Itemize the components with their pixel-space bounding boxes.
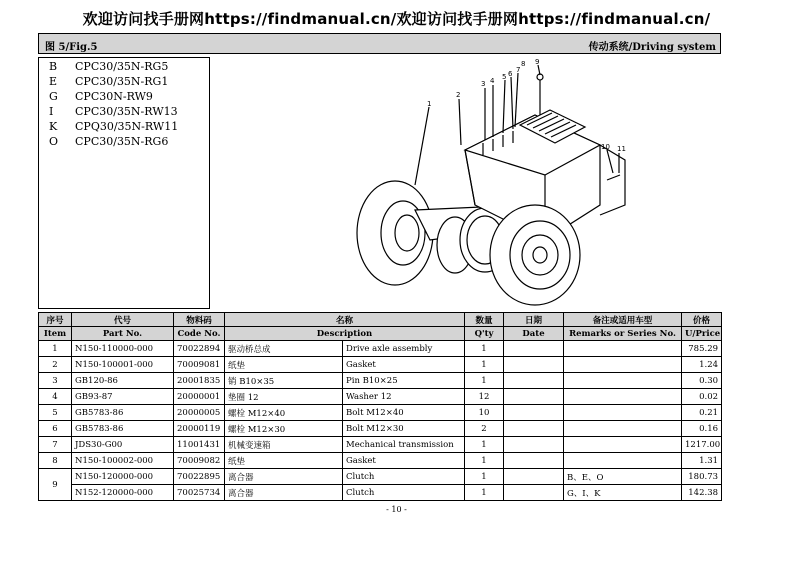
cell-qty: 1 bbox=[465, 373, 504, 389]
cell-code: 70009082 bbox=[174, 453, 225, 469]
callout-2: 2 bbox=[456, 91, 461, 99]
cell-date bbox=[504, 453, 564, 469]
model-code: G bbox=[49, 90, 58, 103]
callout-8: 8 bbox=[521, 60, 526, 68]
table-row bbox=[39, 357, 722, 373]
cell-remarks bbox=[564, 373, 682, 389]
cell-qty: 1 bbox=[465, 469, 504, 485]
cell-remarks bbox=[564, 405, 682, 421]
cell-price: 180.73 bbox=[682, 469, 722, 485]
cell-desc-cn: 离合器 bbox=[225, 485, 343, 501]
model-row bbox=[49, 105, 178, 118]
cell-desc-en: Gasket bbox=[343, 453, 465, 469]
callout-7: 7 bbox=[516, 66, 521, 74]
parts-table bbox=[38, 312, 722, 501]
model-name: CPC30/35N-RG6 bbox=[75, 135, 169, 148]
cell-remarks bbox=[564, 437, 682, 453]
cell-price: 1.24 bbox=[682, 357, 722, 373]
model-name: CPC30/35N-RG1 bbox=[75, 75, 169, 88]
cell-remarks bbox=[564, 421, 682, 437]
cell-qty: 1 bbox=[465, 453, 504, 469]
watermark-text: 欢迎访问找手册网https://findmanual.cn/欢迎访问找手册网https://findmanual.cn/ bbox=[82, 10, 711, 28]
cell-part: N152-120000-000 bbox=[72, 485, 174, 501]
callout-11: 11 bbox=[617, 145, 626, 153]
cell-item: 3 bbox=[39, 373, 72, 389]
table-row bbox=[39, 485, 722, 501]
cell-code: 70022894 bbox=[174, 341, 225, 357]
cell-date bbox=[504, 421, 564, 437]
table-row bbox=[39, 405, 722, 421]
cell-part: GB5783-86 bbox=[72, 405, 174, 421]
figure-label: 图 5/Fig.5 bbox=[45, 42, 98, 53]
cell-date bbox=[504, 341, 564, 357]
callout-6: 6 bbox=[508, 70, 513, 78]
model-row bbox=[49, 60, 168, 73]
cell-item: 8 bbox=[39, 453, 72, 469]
section-header bbox=[38, 33, 721, 54]
cell-code: 20001835 bbox=[174, 373, 225, 389]
col-desc-en: Description bbox=[225, 327, 465, 341]
callout-5: 5 bbox=[502, 73, 507, 81]
cell-desc-en: Pin B10×25 bbox=[343, 373, 465, 389]
cell-item: 9 bbox=[39, 469, 72, 501]
cell-desc-cn: 螺栓 M12×40 bbox=[225, 405, 343, 421]
cell-qty: 1 bbox=[465, 357, 504, 373]
cell-desc-cn: 机械变速箱 bbox=[225, 437, 343, 453]
cell-date bbox=[504, 405, 564, 421]
table-row bbox=[39, 437, 722, 453]
model-name: CPC30N-RW9 bbox=[75, 90, 153, 103]
cell-remarks bbox=[564, 389, 682, 405]
col-desc-cn: 名称 bbox=[225, 313, 465, 327]
cell-part: N150-100002-000 bbox=[72, 453, 174, 469]
cell-date bbox=[504, 437, 564, 453]
cell-remarks: B、E、O bbox=[564, 469, 682, 485]
cell-code: 70009081 bbox=[174, 357, 225, 373]
col-code-cn: 物料码 bbox=[174, 313, 225, 327]
cell-code: 11001431 bbox=[174, 437, 225, 453]
callout-3: 3 bbox=[481, 80, 486, 88]
page-number: - 10 - bbox=[386, 505, 407, 514]
cell-desc-en: Drive axle assembly bbox=[343, 341, 465, 357]
cell-desc-cn: 垫圈 12 bbox=[225, 389, 343, 405]
col-qty-en: Q'ty bbox=[465, 327, 504, 341]
table-row bbox=[39, 469, 722, 485]
cell-desc-cn: 驱动桥总成 bbox=[225, 341, 343, 357]
table-row bbox=[39, 421, 722, 437]
table-header-row bbox=[39, 327, 722, 341]
cell-desc-cn: 螺栓 M12×30 bbox=[225, 421, 343, 437]
cell-desc-en: Gasket bbox=[343, 357, 465, 373]
model-name: CPC30/35N-RW13 bbox=[75, 105, 178, 118]
cell-desc-en: Washer 12 bbox=[343, 389, 465, 405]
cell-code: 70025734 bbox=[174, 485, 225, 501]
model-code: B bbox=[49, 60, 58, 73]
model-code: K bbox=[49, 120, 58, 133]
model-list bbox=[38, 57, 210, 309]
model-code: O bbox=[49, 135, 59, 148]
cell-qty: 12 bbox=[465, 389, 504, 405]
cell-item: 5 bbox=[39, 405, 72, 421]
cell-date bbox=[504, 389, 564, 405]
cell-price: 0.30 bbox=[682, 373, 722, 389]
cell-desc-cn: 离合器 bbox=[225, 469, 343, 485]
model-row bbox=[49, 120, 178, 133]
model-row bbox=[49, 135, 168, 148]
cell-qty: 2 bbox=[465, 421, 504, 437]
cell-code: 70022895 bbox=[174, 469, 225, 485]
col-remarks-en: Remarks or Series No. bbox=[564, 327, 682, 341]
cell-desc-en: Bolt M12×40 bbox=[343, 405, 465, 421]
col-remarks-cn: 备注或适用车型 bbox=[564, 313, 682, 327]
cell-price: 1.31 bbox=[682, 453, 722, 469]
cell-desc-cn: 销 B10×35 bbox=[225, 373, 343, 389]
cell-desc-en: Mechanical transmission bbox=[343, 437, 465, 453]
cell-code: 20000005 bbox=[174, 405, 225, 421]
system-label: 传动系统/Driving system bbox=[588, 42, 716, 53]
cell-item: 1 bbox=[39, 341, 72, 357]
table-row bbox=[39, 453, 722, 469]
cell-date bbox=[504, 485, 564, 501]
cell-qty: 1 bbox=[465, 437, 504, 453]
cell-code: 20000119 bbox=[174, 421, 225, 437]
model-row bbox=[49, 90, 153, 103]
model-name: CPC30/35N-RG5 bbox=[75, 60, 169, 73]
col-item-cn: 序号 bbox=[39, 313, 72, 327]
cell-part: GB120-86 bbox=[72, 373, 174, 389]
col-date-en: Date bbox=[504, 327, 564, 341]
table-row bbox=[39, 389, 722, 405]
callout-9: 9 bbox=[535, 58, 540, 66]
col-price-cn: 价格 bbox=[682, 313, 722, 327]
cell-part: GB93-87 bbox=[72, 389, 174, 405]
callout-1: 1 bbox=[427, 100, 432, 108]
col-part-en: Part No. bbox=[72, 327, 174, 341]
drive-axle-diagram bbox=[335, 55, 635, 310]
cell-item: 2 bbox=[39, 357, 72, 373]
cell-price: 785.29 bbox=[682, 341, 722, 357]
col-date-cn: 日期 bbox=[504, 313, 564, 327]
callout-4: 4 bbox=[490, 77, 495, 85]
model-code: E bbox=[49, 75, 58, 88]
cell-qty: 10 bbox=[465, 405, 504, 421]
cell-price: 0.16 bbox=[682, 421, 722, 437]
cell-remarks bbox=[564, 453, 682, 469]
cell-desc-en: Bolt M12×30 bbox=[343, 421, 465, 437]
callout-10: 10 bbox=[601, 143, 610, 151]
cell-qty: 1 bbox=[465, 341, 504, 357]
cell-desc-en: Clutch bbox=[343, 485, 465, 501]
model-code: I bbox=[49, 105, 54, 118]
col-qty-cn: 数量 bbox=[465, 313, 504, 327]
cell-qty: 1 bbox=[465, 485, 504, 501]
cell-part: GB5783-86 bbox=[72, 421, 174, 437]
cell-desc-en: Clutch bbox=[343, 469, 465, 485]
cell-part: N150-100001-000 bbox=[72, 357, 174, 373]
cell-date bbox=[504, 357, 564, 373]
model-row bbox=[49, 75, 168, 88]
cell-code: 20000001 bbox=[174, 389, 225, 405]
cell-price: 1217.00 bbox=[682, 437, 722, 453]
col-part-cn: 代号 bbox=[72, 313, 174, 327]
cell-desc-cn: 纸垫 bbox=[225, 357, 343, 373]
table-row bbox=[39, 341, 722, 357]
col-price-en: U/Price bbox=[682, 327, 722, 341]
model-name: CPQ30/35N-RW11 bbox=[75, 120, 179, 133]
cell-price: 142.38 bbox=[682, 485, 722, 501]
col-code-en: Code No. bbox=[174, 327, 225, 341]
cell-item: 7 bbox=[39, 437, 72, 453]
cell-item: 4 bbox=[39, 389, 72, 405]
cell-part: N150-120000-000 bbox=[72, 469, 174, 485]
cell-date bbox=[504, 373, 564, 389]
cell-remarks: G、I、K bbox=[564, 485, 682, 501]
cell-desc-cn: 纸垫 bbox=[225, 453, 343, 469]
cell-remarks bbox=[564, 357, 682, 373]
cell-item: 6 bbox=[39, 421, 72, 437]
table-header-row bbox=[39, 313, 722, 327]
cell-remarks bbox=[564, 341, 682, 357]
table-row bbox=[39, 373, 722, 389]
col-item-en: Item bbox=[39, 327, 72, 341]
cell-price: 0.21 bbox=[682, 405, 722, 421]
cell-part: N150-110000-000 bbox=[72, 341, 174, 357]
cell-part: JDS30-G00 bbox=[72, 437, 174, 453]
cell-price: 0.02 bbox=[682, 389, 722, 405]
cell-date bbox=[504, 469, 564, 485]
